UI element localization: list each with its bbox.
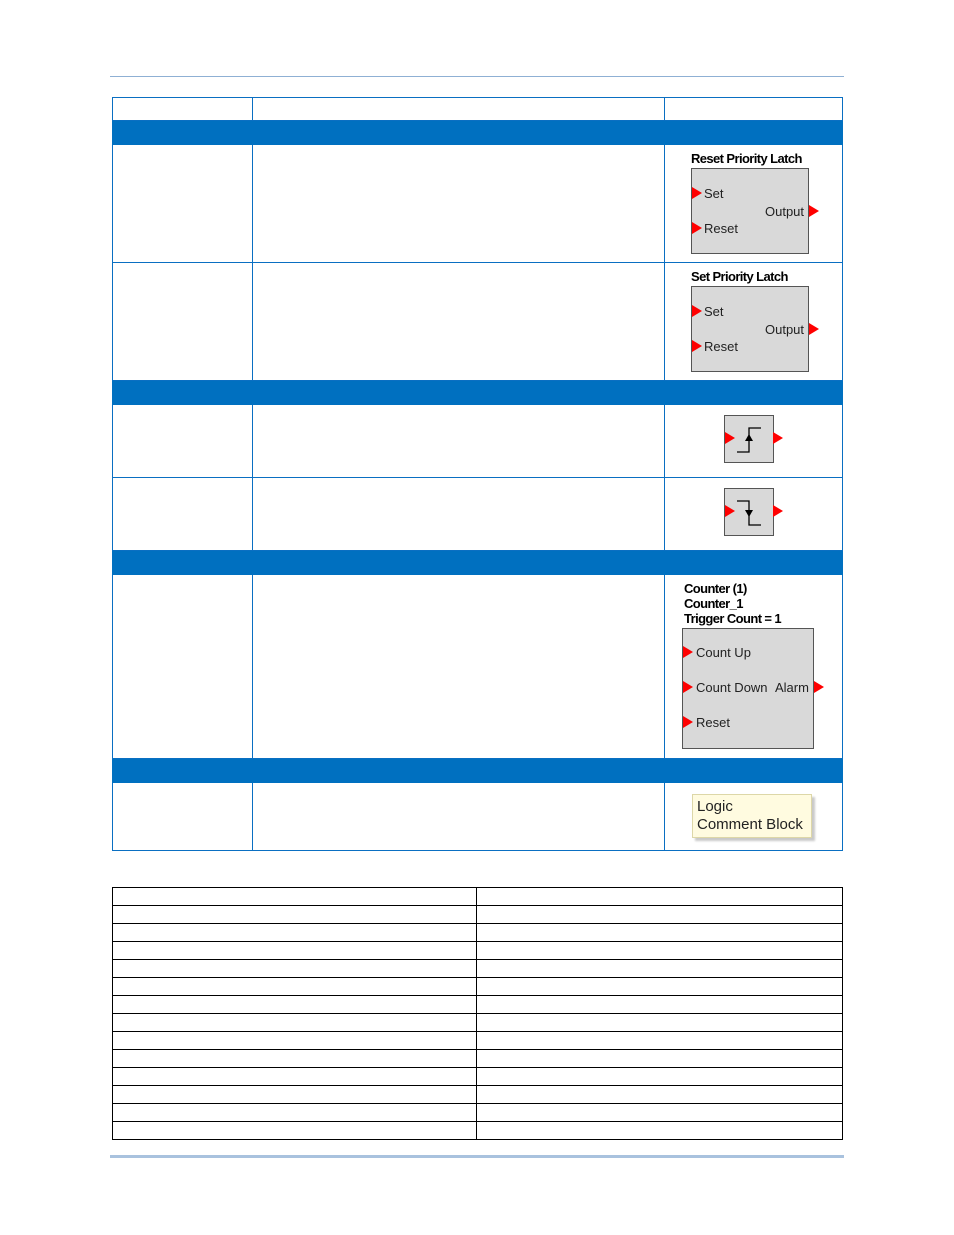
table-row-set-priority-latch bbox=[113, 263, 843, 381]
table-row bbox=[113, 906, 843, 924]
output-label: Output bbox=[765, 322, 805, 337]
table-row bbox=[113, 1122, 843, 1140]
section-band-latches bbox=[113, 121, 843, 145]
output-pin-icon bbox=[809, 323, 819, 335]
table-row bbox=[113, 924, 843, 942]
table-row bbox=[113, 1014, 843, 1032]
table-row-falling-edge bbox=[113, 478, 843, 551]
counter-trigger-count: Trigger Count = 1 bbox=[684, 611, 782, 626]
section-band-edge-detectors bbox=[113, 381, 843, 405]
table-row bbox=[113, 1050, 843, 1068]
table-row bbox=[113, 1104, 843, 1122]
logic-elements-table bbox=[112, 97, 843, 851]
header-rule bbox=[110, 76, 844, 77]
table-row bbox=[113, 1068, 843, 1086]
edge-input-pin-icon bbox=[725, 505, 735, 517]
reset-input-pin-icon bbox=[692, 340, 702, 352]
table-row-reset-priority-latch bbox=[113, 145, 843, 263]
counter-block[interactable] bbox=[682, 575, 842, 755]
counter-name: Counter_1 bbox=[684, 596, 743, 611]
comment-line-1: Logic bbox=[697, 798, 733, 815]
count-up-pin-icon bbox=[683, 646, 693, 658]
counter-title: Counter (1) bbox=[684, 581, 747, 596]
table-row bbox=[113, 960, 843, 978]
table-row bbox=[113, 942, 843, 960]
reset-priority-latch-block[interactable] bbox=[689, 145, 839, 257]
edge-output-pin-icon bbox=[773, 505, 783, 517]
block-title: Reset Priority Latch bbox=[691, 151, 802, 166]
count-down-label: Count Down bbox=[696, 680, 768, 695]
set-input-label: Set bbox=[704, 186, 724, 201]
table-row bbox=[113, 1086, 843, 1104]
output-pin-icon bbox=[809, 205, 819, 217]
table-row bbox=[113, 888, 843, 906]
table-row-counter bbox=[113, 575, 843, 759]
logic-comment-block[interactable] bbox=[692, 794, 812, 838]
set-input-pin-icon bbox=[692, 187, 702, 199]
edge-output-pin-icon bbox=[773, 432, 783, 444]
count-down-pin-icon bbox=[683, 681, 693, 693]
table-header-row bbox=[113, 98, 843, 121]
set-input-label: Set bbox=[704, 304, 724, 319]
table-row bbox=[113, 1032, 843, 1050]
count-up-label: Count Up bbox=[696, 645, 751, 660]
table-row bbox=[113, 978, 843, 996]
table-row bbox=[113, 996, 843, 1014]
section-band-counters bbox=[113, 551, 843, 575]
section-band-comments bbox=[113, 759, 843, 783]
footer-rule bbox=[110, 1155, 844, 1158]
comment-line-2: Comment Block bbox=[697, 816, 803, 833]
reset-pin-icon bbox=[683, 716, 693, 728]
alarm-label: Alarm bbox=[775, 680, 809, 695]
table-row-rising-edge bbox=[113, 405, 843, 478]
secondary-table bbox=[112, 887, 843, 1140]
reset-input-label: Reset bbox=[704, 339, 738, 354]
edge-input-pin-icon bbox=[725, 432, 735, 444]
set-input-pin-icon bbox=[692, 305, 702, 317]
reset-input-pin-icon bbox=[692, 222, 702, 234]
alarm-output-pin-icon bbox=[814, 681, 824, 693]
set-priority-latch-block[interactable] bbox=[689, 263, 839, 375]
table-row-comment-block bbox=[113, 783, 843, 851]
output-label: Output bbox=[765, 204, 805, 219]
reset-input-label: Reset bbox=[704, 221, 738, 236]
block-title: Set Priority Latch bbox=[691, 269, 788, 284]
reset-label: Reset bbox=[696, 715, 730, 730]
